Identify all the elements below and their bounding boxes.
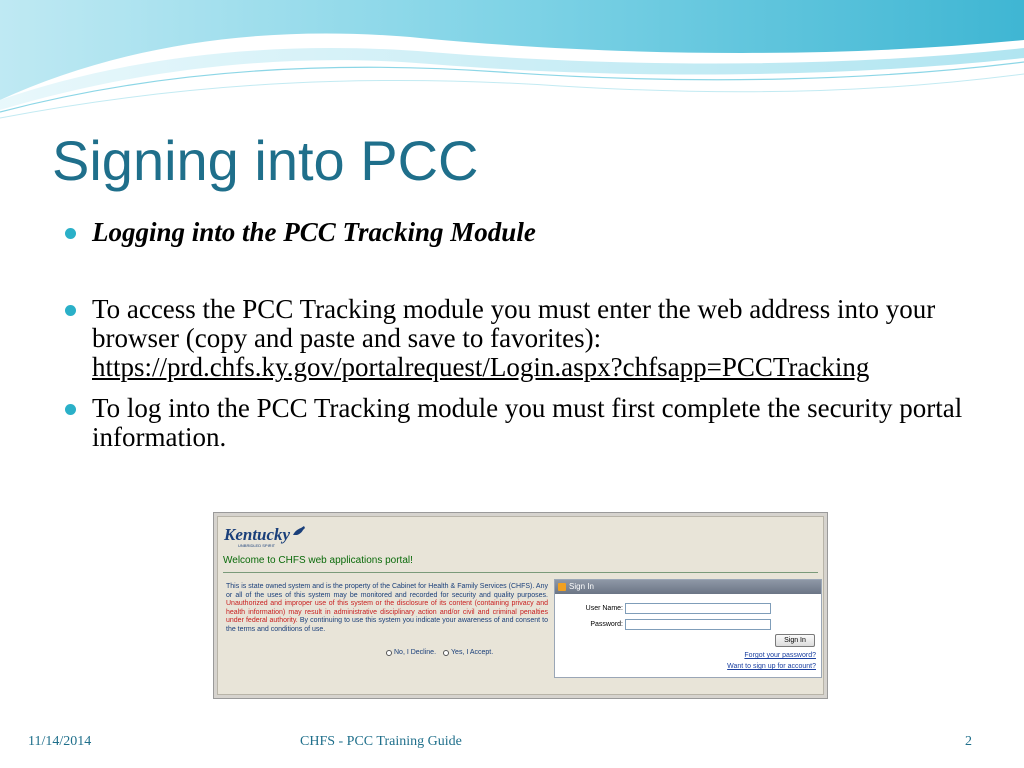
- bullet-security-portal: [62, 394, 992, 452]
- portal-page: [217, 516, 824, 695]
- bullet-dot-icon: [65, 305, 76, 316]
- notice-consent-text: By continuing to use this system you indicate your awareness of and consent to the terms and conditions of use.: [226, 617, 548, 633]
- signin-header: [555, 580, 821, 594]
- security-notice: [226, 583, 548, 635]
- welcome-text: Welcome to CHFS web applications portal!: [223, 555, 413, 566]
- username-input[interactable]: [625, 603, 771, 614]
- signin-title: Sign In: [569, 582, 594, 591]
- username-label: User Name:: [585, 605, 623, 612]
- footer-date: 11/14/2014: [28, 734, 92, 749]
- decline-label: No, I Decline.: [394, 649, 437, 656]
- page-number: 2: [965, 734, 972, 749]
- password-row: [555, 619, 771, 630]
- bullet-dot-icon: [65, 228, 76, 239]
- decline-radio[interactable]: [386, 650, 392, 656]
- signin-panel: [554, 579, 822, 678]
- footer-title: CHFS - PCC Training Guide: [300, 734, 462, 749]
- bullet-text: To access the PCC Tracking module you must enter the web address into your browser (copy and paste and save to favorites):: [92, 294, 936, 353]
- password-label: Password:: [590, 621, 623, 628]
- accept-radio[interactable]: [443, 650, 449, 656]
- consent-choices: [386, 649, 493, 656]
- header-swoosh-decoration: [0, 0, 1024, 130]
- portal-screenshot: [213, 512, 828, 699]
- bullet-web-address: [62, 295, 992, 382]
- logo-tagline: UNBRIDLED SPIRIT: [238, 543, 276, 548]
- decline-option[interactable]: [386, 649, 436, 656]
- bullet-text: To log into the PCC Tracking module you must first complete the security portal information.: [92, 393, 963, 452]
- slide-title: Signing into PCC: [52, 129, 479, 192]
- bullet-logging-in: [62, 218, 992, 247]
- bullet-text: Logging into the PCC Tracking Module: [92, 217, 536, 247]
- password-input[interactable]: [625, 619, 771, 630]
- bullet-list: [62, 218, 992, 452]
- notice-warning-text: Unauthorized and improper use of this system or the disclosure of its content (containing privacy and health information) may result in administrative disciplinary action and/or civil and criminal penalties under federal authority.: [226, 600, 548, 625]
- forgot-password-link[interactable]: Forgot your password?: [744, 652, 816, 659]
- portal-url-link[interactable]: https://prd.chfs.ky.gov/portalrequest/Login.aspx?chfsapp=PCCTracking: [92, 352, 870, 382]
- bullet-dot-icon: [65, 404, 76, 415]
- horse-logo-icon: [292, 525, 306, 537]
- signup-link[interactable]: Want to sign up for account?: [727, 663, 816, 670]
- accept-label: Yes, I Accept.: [451, 649, 494, 656]
- username-row: [555, 603, 771, 614]
- kentucky-logo: Kentucky: [224, 525, 291, 544]
- signin-button[interactable]: Sign In: [775, 634, 815, 647]
- accept-option[interactable]: [443, 649, 493, 656]
- notice-text: This is state owned system and is the property of the Cabinet for Health & Family Services (CHFS). Any or all of the uses of this system may be monitored and recorded for security and quality purposes.: [226, 583, 548, 599]
- key-icon: [558, 583, 566, 591]
- divider: [223, 572, 818, 573]
